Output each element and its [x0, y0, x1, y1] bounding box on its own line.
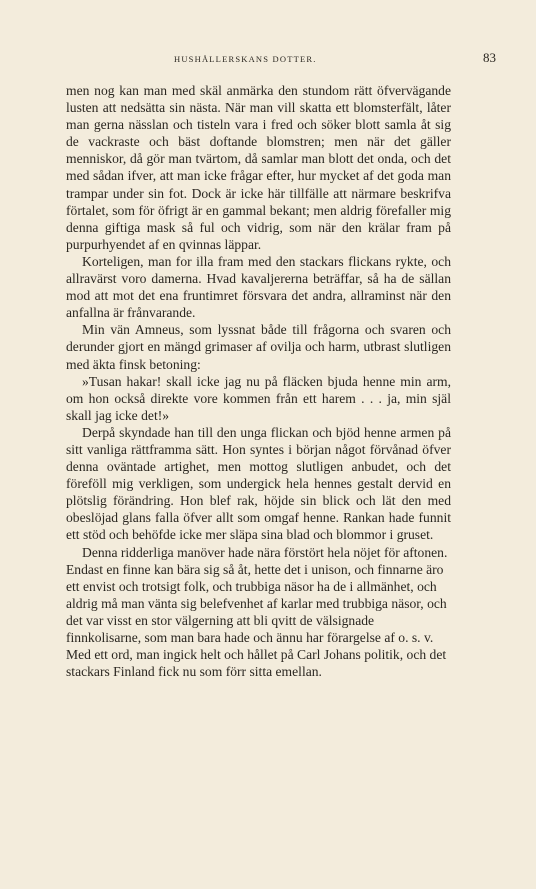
paragraph: men nog kan man med skäl anmärka den stundom rätt öfvervägande lusten att nedsätta sin nästa. När man vill skatta ett blomsterfält, låter man gerna nässlan och tisteln vara i fred och söker blott samla åt sig de vackraste och bäst doftande blomstren; men när det gäller menniskor, då gör man tvärtom, då samlar man blott det onda, och det med sådan ifver, att man icke frågar efter, hur mycket af det goda man trampar under sin fot. Dock är icke här tillfälle att närmare beskrifva förtalet, som för öfrigt är en gammal bekant; men aldrig förefaller mig denna giftiga mask så ful och vidrig, som när den krälar fram på purpurhyendet af en qvinnas läppar.	[66, 83, 451, 252]
paragraph: Min vän Amneus, som lyssnat både till frågorna och svaren och derunder gjort en mängd grimaser af ovilja och harm, utbrast slutligen med äkta finsk betoning:	[66, 322, 451, 372]
paragraph: Korteligen, man for illa fram med den stackars flickans rykte, och allravärst voro damerna. Hvad kavaljererna beträffar, så ha de sällan mod att mot det ena fruntimret försvara det andra, allraminst när den anfallna är frånvarande.	[66, 253, 451, 321]
paragraph: »Tusan hakar! skall icke jag nu på fläcken bjuda henne min arm, om hon också direkte vore kommen från ett harem . . . ja, min själ skall jag icke det!»	[66, 373, 451, 423]
paragraph: Denna ridderliga manöver hade nära förstört hela nöjet för aftonen. Endast en finne kan bära sig så åt, hette det i unison, och finnarne äro ett envist och trotsigt folk, och trubbiga näsor ha de i allmänhet, och aldrig må man vänta sig belefvenhet af karlar med trubbiga näsor, och det var visst en stor välgerning att bli qvitt de välsignade finnkolisarne, som man bara hade och ännu har förargelse af o. s. v. Med ett ord, man ingick helt och hållet på Carl Johans politik, och det stackars Finland fick nu som förr sitta emellan.	[66, 544, 448, 680]
page-header	[60, 50, 496, 70]
body-text	[66, 82, 451, 680]
page-number: 83	[483, 50, 496, 65]
running-title: HUSHÅLLERSKANS DOTTER.	[174, 54, 317, 64]
paragraph: Derpå skyndade han till den unga flickan och bjöd henne armen på sitt vanliga rättframma sätt. Hon syntes i början något förvånad öfver denna oväntade artighet, men mottog slutligen anbudet, och det föreföll mig verkligen, som undergick hela hennes gestalt dervid en plötslig förändring. Hon blef rak, höjde sin blick och lät den med obeslöjad glans falla öfver allt som omgaf henne. Rankan hade funnit ett stöd och behöfde icke mer släpa sina blad och blommor i gruset.	[66, 424, 451, 543]
